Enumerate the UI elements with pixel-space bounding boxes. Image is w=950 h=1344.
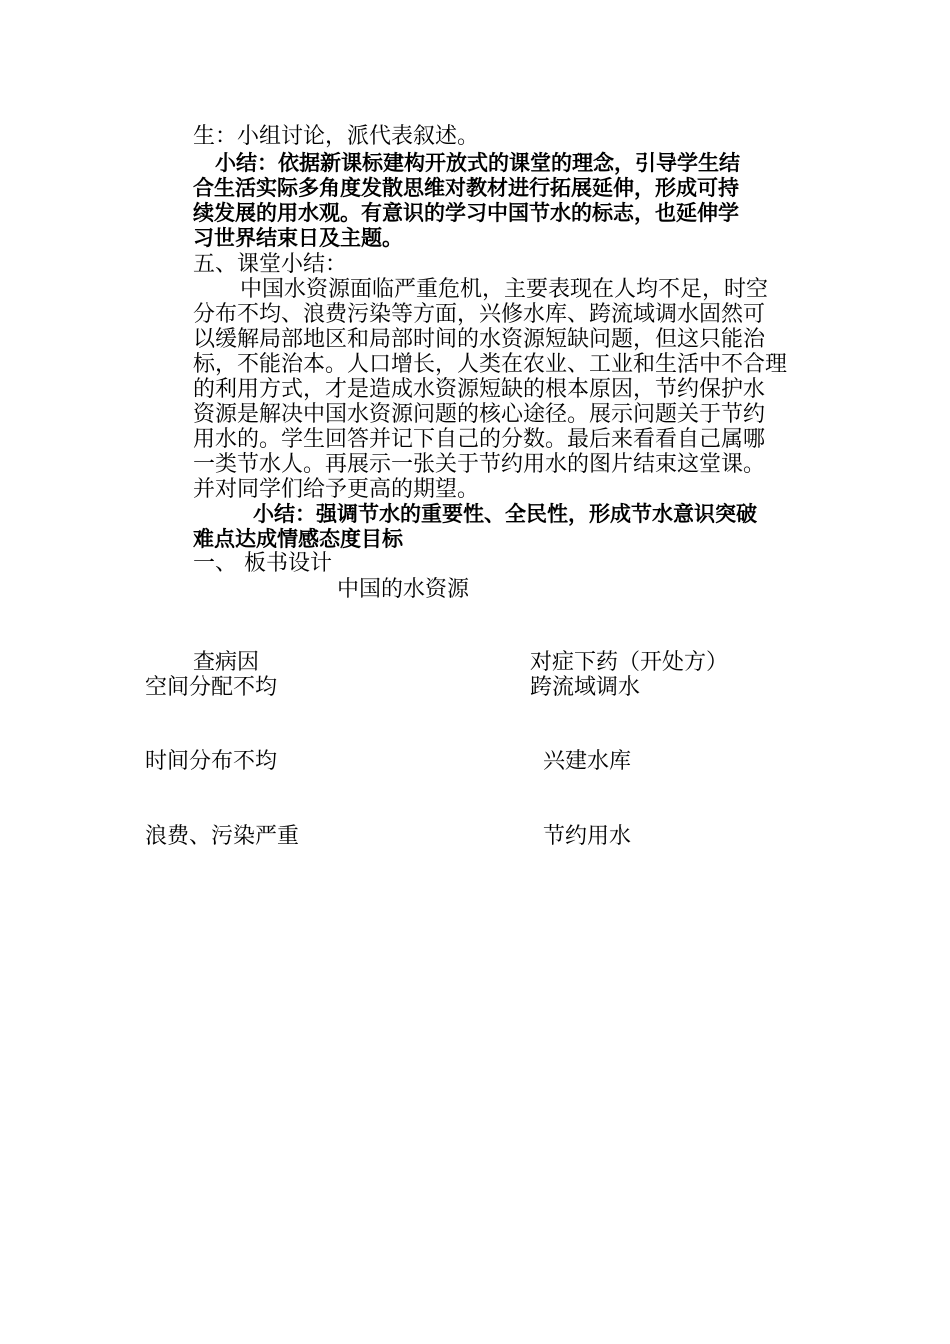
board-right-item-2: 兴建水库 xyxy=(543,749,632,774)
summary1-line-3: 续发展的用水观。有意识的学习中国节水的标志，也延伸学 xyxy=(193,201,739,225)
section5-body-line-1: 中国水资源面临严重危机，主要表现在人均不足，时空 xyxy=(240,277,769,302)
student-discussion-line: 生：小组讨论，派代表叙述。 xyxy=(193,124,480,149)
board-right-header: 对症下药（开处方） xyxy=(530,650,729,675)
board-left-header: 查病因 xyxy=(193,650,260,675)
board-left-item-2: 时间分布不均 xyxy=(145,749,278,774)
board-right-item-1: 跨流域调水 xyxy=(530,675,641,700)
section5-heading: 五、课堂小结： xyxy=(193,252,348,277)
summary2-line-1: 小结：强调节水的重要性、全民性，形成节水意识突破 xyxy=(253,502,757,526)
section5-body-line-9: 并对同学们给予更高的期望。 xyxy=(193,477,480,502)
board-left-item-1: 空间分配不均 xyxy=(145,675,278,700)
section5-body-line-3: 以缓解局部地区和局部时间的水资源短缺问题，但这只能治 xyxy=(193,327,766,352)
section5-body-line-7: 用水的。学生回答并记下自己的分数。最后来看看自己属哪 xyxy=(193,427,766,452)
board-title: 中国的水资源 xyxy=(337,577,470,602)
section5-body-line-5: 的利用方式，才是造成水资源短缺的根本原因，节约保护水 xyxy=(193,377,766,402)
board-right-item-3: 节约用水 xyxy=(543,824,632,849)
summary1-line-2: 合生活实际多角度发散思维对教材进行拓展延伸，形成可持 xyxy=(193,176,739,200)
section5-body-line-2: 分布不均、浪费污染等方面，兴修水库、跨流域调水固然可 xyxy=(193,302,766,327)
board-left-item-3: 浪费、污染严重 xyxy=(145,824,300,849)
section5-body-line-4: 标，不能治本。人口增长，人类在农业、工业和生活中不合理 xyxy=(193,352,788,377)
section5-body-line-8: 一类节水人。再展示一张关于节约用水的图片结束这堂课。 xyxy=(193,452,766,477)
section5-body-line-6: 资源是解决中国水资源问题的核心途径。展示问题关于节约 xyxy=(193,402,766,427)
summary1-line-4: 习世界结束日及主题。 xyxy=(193,226,403,250)
section1-heading: 一、 板书设计 xyxy=(193,551,332,576)
summary1-line-1: 小结：依据新课标建构开放式的课堂的理念，引导学生结 xyxy=(215,151,740,175)
summary2-line-2: 难点达成情感态度目标 xyxy=(193,527,403,551)
